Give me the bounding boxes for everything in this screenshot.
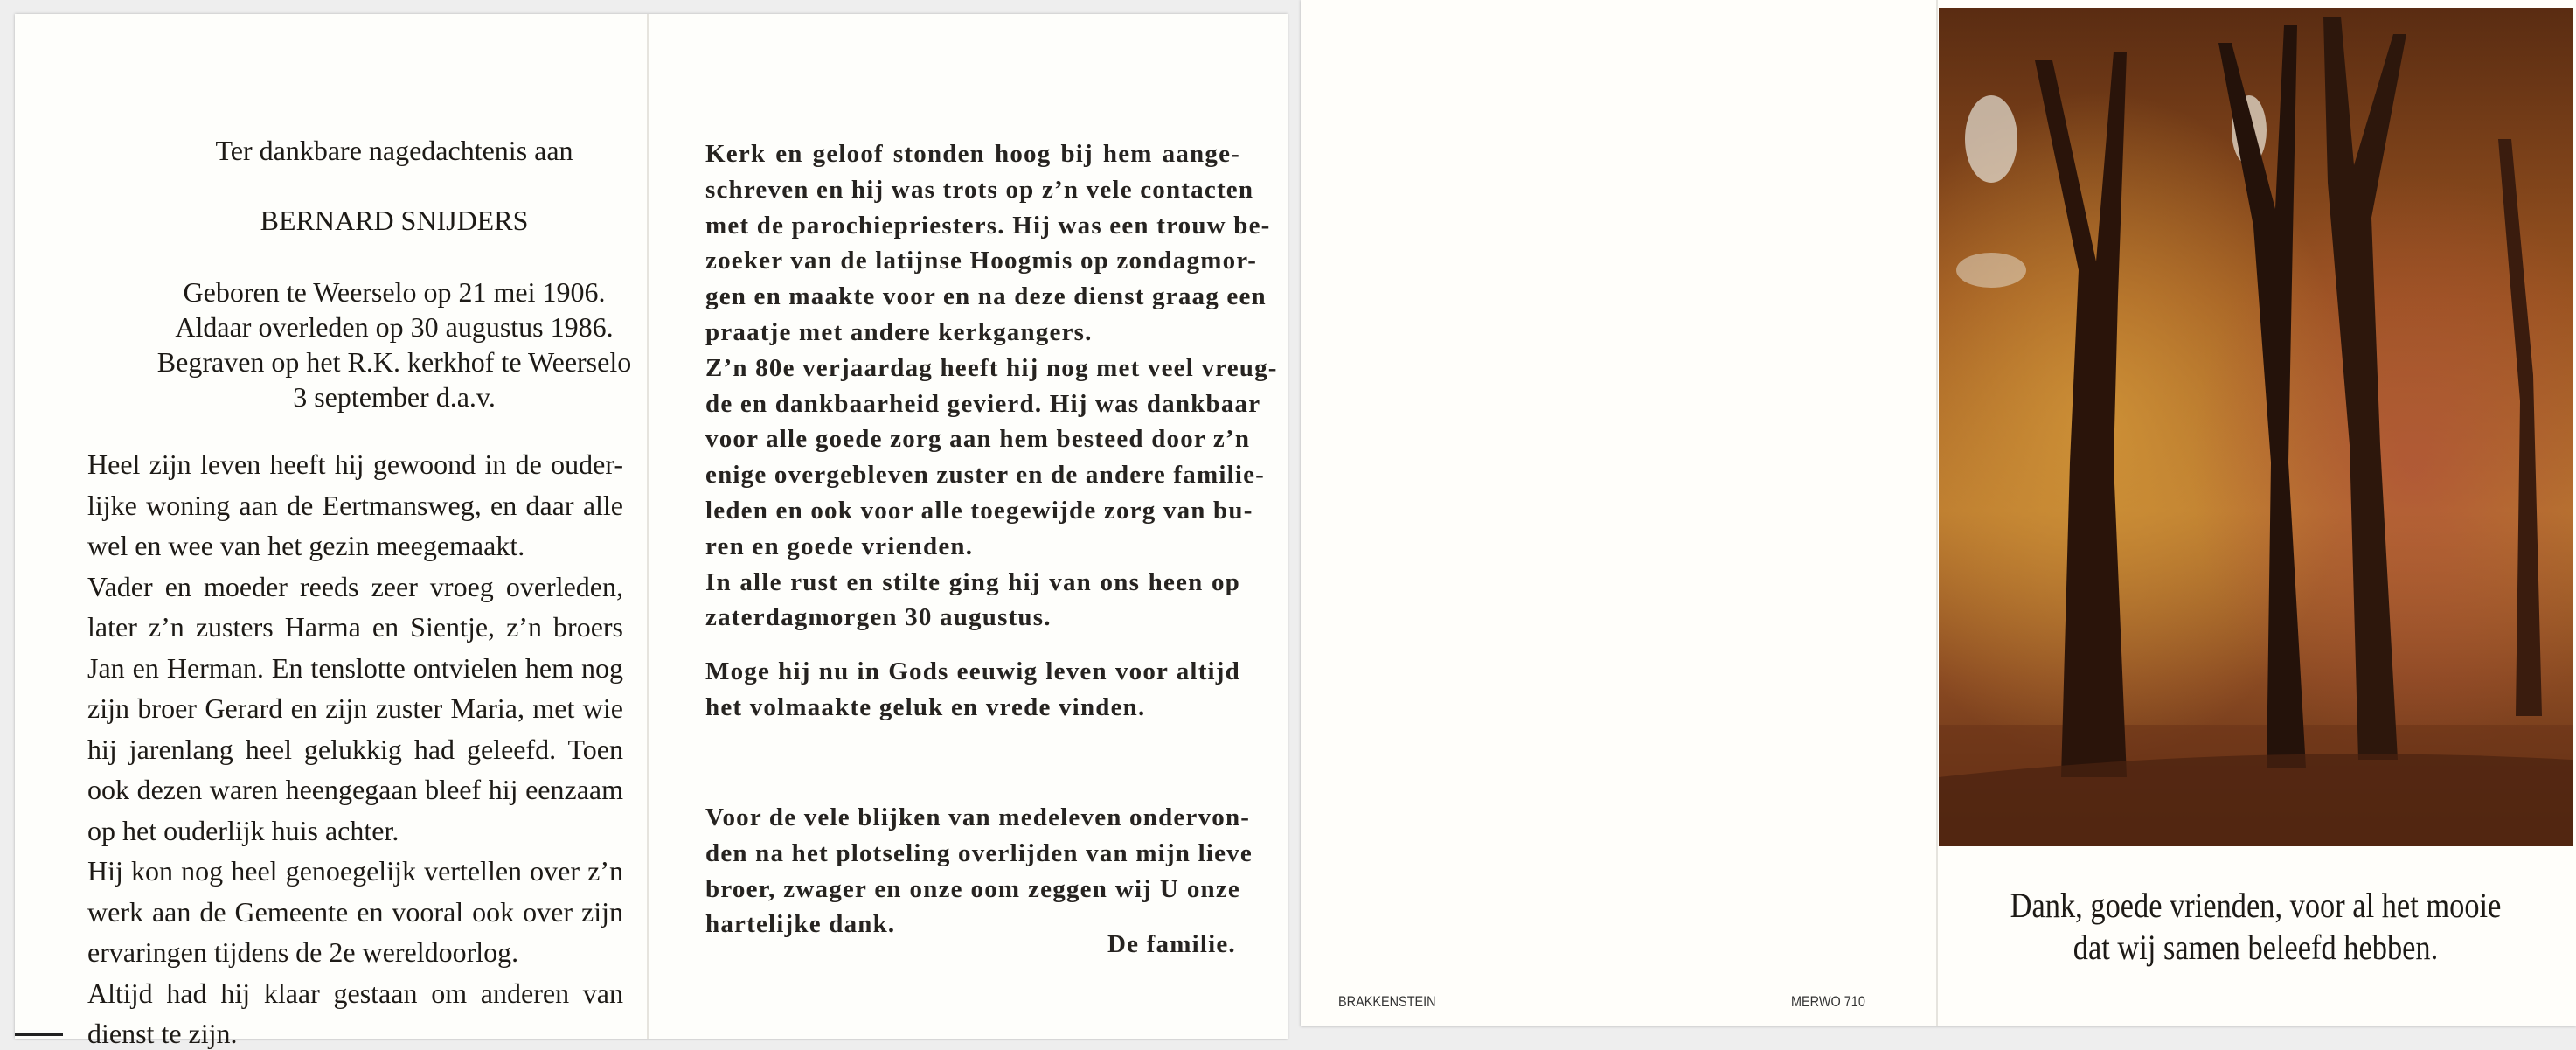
biography-line: voor alle goede zorg aan hem besteed door z’n: [705, 425, 1251, 454]
signature: De familie.: [1107, 930, 1236, 958]
card-fold: [1936, 0, 1938, 1026]
memorial-card-back: [1301, 0, 2576, 1026]
biography-line: hartelijke dank.: [705, 910, 896, 939]
biography-line: op het ouderlijk huis achter.: [87, 814, 399, 846]
biography-line: Vader en moeder reeds zeer vroeg overleden,: [87, 570, 623, 602]
card-fold: [647, 14, 649, 1039]
biography-line: leden en ook voor alle toegewijde zorg van bu-: [705, 497, 1253, 525]
deceased-name: BERNARD SNIJDERS: [260, 205, 529, 236]
biography-line: In alle rust en stilte ging hij van ons heen op: [705, 567, 1240, 596]
caption-line: Dank, goede vrienden, voor al het mooie: [2010, 886, 2502, 925]
biography-line: dienst te zijn.: [87, 1018, 238, 1049]
biography-line: ren en goede vrienden.: [705, 532, 974, 560]
product-code: MERWO 710: [1791, 993, 1865, 1010]
biography-line: zoeker van de latijnse Hoogmis op zondagmor-: [705, 247, 1258, 275]
biography-line: Kerk en geloof stonden hoog bij hem aange-: [705, 140, 1240, 168]
biography-line: gen en maakte voor en na deze dienst graag een: [705, 282, 1267, 311]
biography-line: zijn broer Gerard en zijn zuster Maria, met wie: [87, 692, 623, 724]
death-line: Aldaar overleden op 30 augustus 1986.: [175, 311, 614, 343]
burial-line: Begraven op het R.K. kerkhof te Weerselo: [156, 346, 632, 378]
caption-line: dat wij samen beleefd hebben.: [2073, 928, 2439, 967]
biography-line: ervaringen tijdens de 2e wereldoorlog.: [87, 936, 519, 968]
autumn-forest-photo: [1939, 8, 2573, 846]
biography-line: het volmaakte geluk en vrede vinden.: [705, 692, 1146, 721]
biography-line: Z’n 80e verjaardag heeft hij nog met veel vreug-: [705, 353, 1278, 382]
biography-line: Hij kon nog heel genoegelijk vertellen over z’n: [87, 855, 623, 887]
dedication-line: Ter dankbare nagedachtenis aan: [215, 135, 573, 166]
biography-line: praatje met andere kerkgangers.: [705, 318, 1093, 346]
biography-line: den na het plotseling overlijden van mijn lieve: [705, 838, 1253, 867]
biography-line: lijke woning aan de Eertmansweg, en daar alle: [87, 489, 623, 521]
biography-line: schreven en hij was trots op z’n vele contacten: [705, 175, 1254, 204]
birth-line: Geboren te Weerselo op 21 mei 1906.: [183, 276, 606, 308]
biography-line: Jan en Herman. En tenslotte ontvielen hem nog: [87, 651, 623, 684]
biography-line: ook dezen waren heengegaan bleef hij eenzaam: [87, 774, 623, 805]
edge-mark: [15, 1033, 63, 1036]
biography-line: werk aan de Gemeente en vooral ook over zijn: [87, 895, 623, 928]
biography-line: Altijd had hij klaar gestaan om anderen van: [87, 977, 623, 1009]
burial-date-line: 3 september d.a.v.: [293, 381, 496, 413]
biography-line: de en dankbaarheid gevierd. Hij was dankbaar: [705, 389, 1261, 418]
publisher-label: BRAKKENSTEIN: [1338, 993, 1436, 1010]
memorial-card-inside: [15, 14, 1288, 1049]
biography-line: later z’n zusters Harma en Sientje, z’n broers: [87, 611, 623, 643]
biography-line: hij jarenlang heel gelukkig had geleefd. Toen: [87, 733, 623, 765]
biography-line: Moge hij nu in Gods eeuwig leven voor altijd: [705, 657, 1240, 685]
biography-line: Heel zijn leven heeft hij gewoond in de ouder-: [87, 449, 623, 480]
biography-line: zaterdagmorgen 30 augustus.: [705, 603, 1052, 632]
biography-line: Voor de vele blijken van medeleven ondervon-: [705, 803, 1251, 831]
biography-line: enige overgebleven zuster en de andere familie-: [705, 461, 1266, 490]
biography-line: wel en wee van het gezin meegemaakt.: [87, 530, 525, 561]
biography-line: broer, zwager en onze oom zeggen wij U onze: [705, 874, 1240, 903]
biography-line: met de parochiepriesters. Hij was een trouw be-: [705, 211, 1271, 240]
